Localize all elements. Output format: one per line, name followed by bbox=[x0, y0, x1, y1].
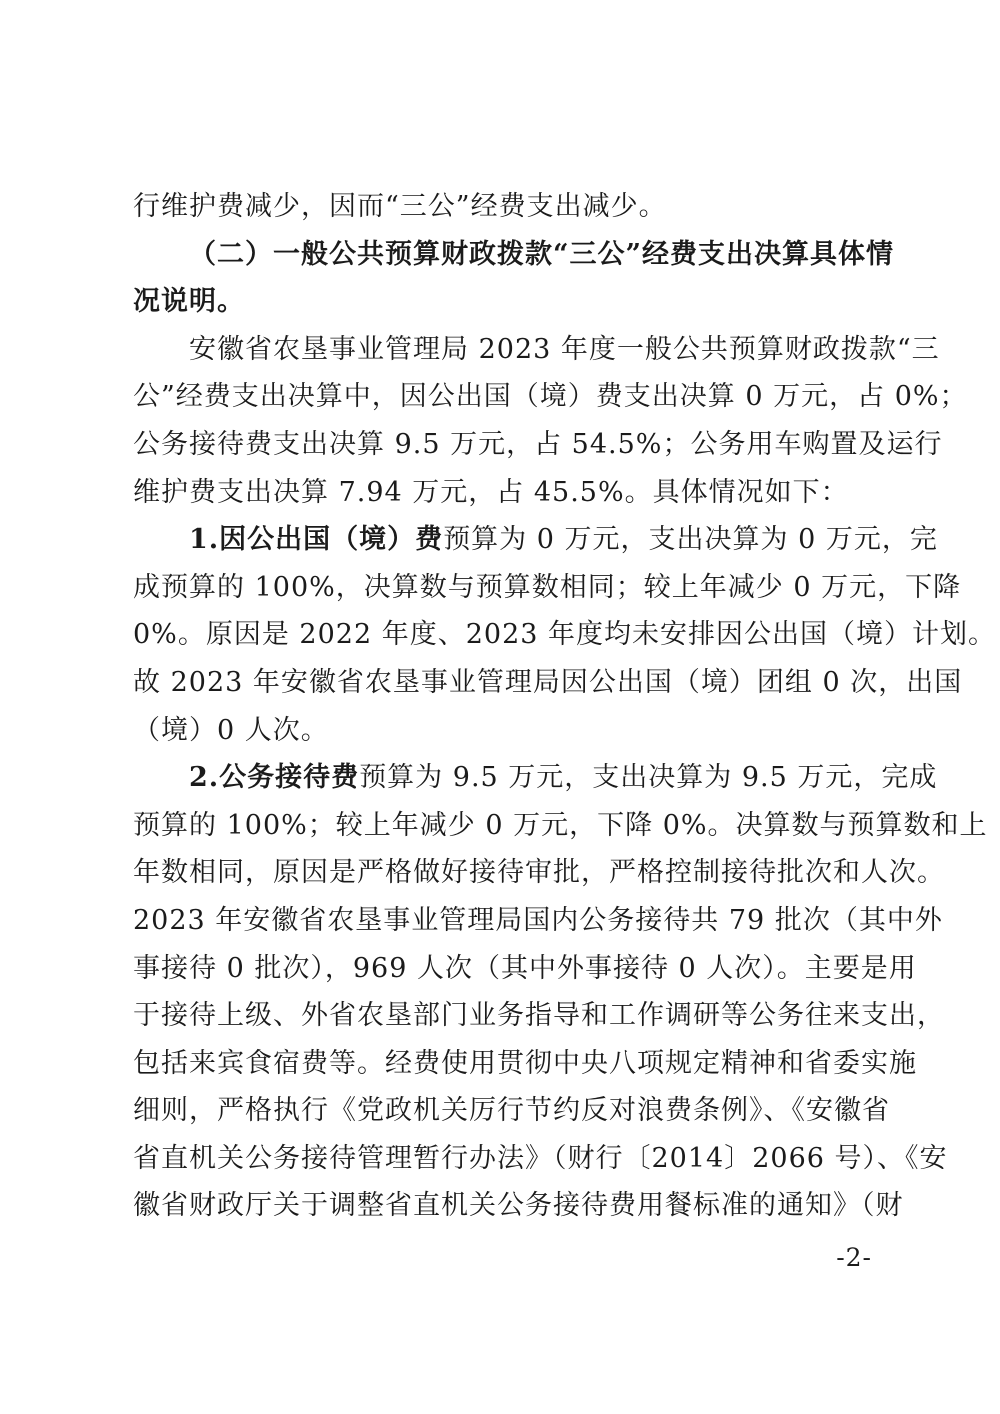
text-line bbox=[133, 421, 943, 469]
text-segment: 省直机关公务接待管理暂行办法》（财行〔2014〕2066 号）、《安 bbox=[133, 1142, 948, 1174]
text-line bbox=[133, 611, 997, 659]
text-segment: 事接待 0 批次），969 人次（其中外事接待 0 人次）。主要是用 bbox=[133, 952, 917, 984]
text-segment-bold: 2.公务接待费 bbox=[189, 762, 360, 794]
text-segment: 公”经费支出决算中，因公出国（境）费支出决算 0 万元，占 0%； bbox=[133, 381, 968, 413]
text-line bbox=[133, 802, 988, 850]
text-segment: 行维护费减少，因而“三公”经费支出减少。 bbox=[133, 191, 667, 222]
text-line bbox=[133, 659, 963, 707]
text-line bbox=[133, 1040, 917, 1088]
text-line bbox=[133, 849, 945, 897]
text-segment-bold: 况说明。 bbox=[133, 286, 245, 318]
text-line bbox=[133, 945, 917, 993]
text-line bbox=[133, 1135, 948, 1183]
text-segment: 公务接待费支出决算 9.5 万元，占 54.5%；公务用车购置及运行 bbox=[133, 428, 943, 460]
text-segment: 成预算的 100%，决算数与预算数相同；较上年减少 0 万元，下降 bbox=[133, 571, 962, 603]
text-line bbox=[133, 326, 940, 374]
text-line bbox=[133, 516, 938, 564]
text-line bbox=[133, 278, 881, 326]
text-segment-bold: （二）一般公共预算财政拨款“三公”经费支出决算具体情 bbox=[189, 238, 895, 270]
text-segment-bold: 1.因公出国（境）费 bbox=[189, 524, 444, 556]
document-body bbox=[133, 183, 997, 1230]
text-line bbox=[133, 183, 881, 231]
text-segment: 安徽省农垦事业管理局 2023 年度一般公共预算财政拨款“三 bbox=[189, 333, 940, 365]
text-segment: 0%。原因是 2022 年度、2023 年度均未安排因公出国（境）计划。 bbox=[133, 619, 997, 651]
text-segment: 预算为 9.5 万元，支出决算为 9.5 万元，完成 bbox=[359, 762, 938, 794]
text-line bbox=[133, 1087, 890, 1135]
text-segment: 故 2023 年安徽省农垦事业管理局因公出国（境）团组 0 次，出国 bbox=[133, 666, 963, 698]
text-line bbox=[133, 754, 938, 802]
text-segment: 细则，严格执行《党政机关厉行节约反对浪费条例》、《安徽省 bbox=[133, 1095, 890, 1127]
text-segment: 包括来宾食宿费等。经费使用贯彻中央八项规定精神和省委实施 bbox=[133, 1047, 917, 1079]
text-line bbox=[133, 231, 895, 279]
text-line bbox=[133, 1182, 904, 1230]
text-segment: 2023 年安徽省农垦事业管理局国内公务接待共 79 批次（其中外 bbox=[133, 904, 943, 936]
text-segment: 于接待上级、外省农垦部门业务指导和工作调研等公务往来支出， bbox=[133, 1000, 945, 1032]
text-segment: 预算为 0 万元，支出决算为 0 万元，完 bbox=[443, 524, 938, 556]
text-line bbox=[133, 707, 881, 755]
text-line bbox=[133, 564, 962, 612]
text-line bbox=[133, 992, 945, 1040]
text-segment: （境）0 人次。 bbox=[133, 714, 329, 746]
text-segment: 预算的 100%；较上年减少 0 万元，下降 0%。决算数与预算数和上 bbox=[133, 809, 988, 841]
text-segment: 徽省财政厅关于调整省直机关公务接待费用餐标准的通知》（财 bbox=[133, 1190, 904, 1222]
text-line bbox=[133, 373, 968, 421]
page-number: -2- bbox=[836, 1243, 872, 1272]
text-segment: 年数相同，原因是严格做好接待审批，严格控制接待批次和人次。 bbox=[133, 857, 945, 889]
text-line bbox=[133, 469, 881, 517]
text-line bbox=[133, 897, 943, 945]
text-segment: 维护费支出决算 7.94 万元，占 45.5%。具体情况如下： bbox=[133, 476, 849, 508]
